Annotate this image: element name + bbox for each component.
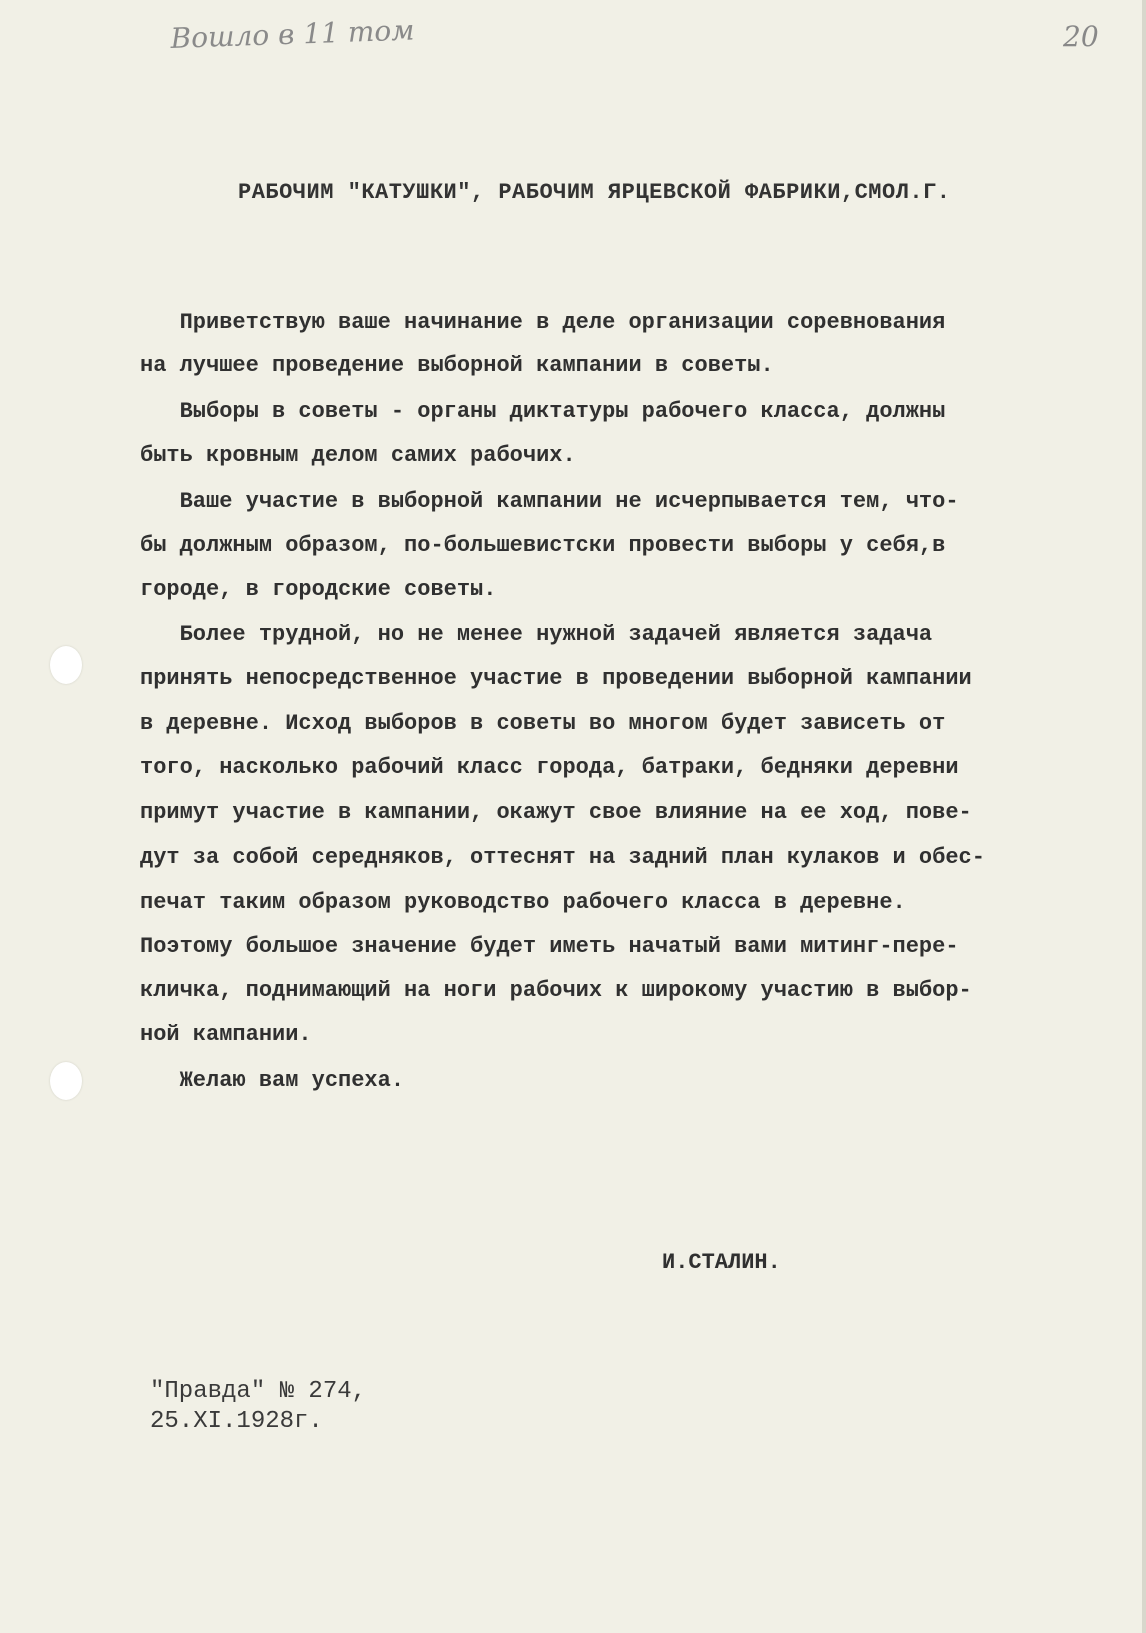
body-line: в деревне. Исход выборов в советы во многом будет зависеть от xyxy=(140,711,946,736)
body-line: бы должным образом, по-большевистски провести выборы у себя,в xyxy=(140,533,946,558)
body-line: Выборы в советы - органы диктатуры рабочего класса, должны xyxy=(140,399,946,424)
body-line: быть кровным делом самих рабочих. xyxy=(140,443,576,468)
body-line: печат таким образом руководство рабочего класса в деревне. xyxy=(140,890,906,915)
body-line: кличка, поднимающий на ноги рабочих к широкому участию в выбор- xyxy=(140,978,972,1003)
body-line: того, насколько рабочий класс города, батраки, бедняки деревни xyxy=(140,755,959,780)
document-heading: РАБОЧИМ "КАТУШКИ", РАБОЧИМ ЯРЦЕВСКОЙ ФАБРИКИ,СМОЛ.Г. xyxy=(238,180,951,205)
body-line: на лучшее проведение выборной кампании в советы. xyxy=(140,353,774,378)
body-line: примут участие в кампании, окажут свое влияние на ее ход, пове- xyxy=(140,800,972,825)
body-line: Желаю вам успеха. xyxy=(140,1068,405,1093)
body-line: городе, в городские советы. xyxy=(140,577,497,602)
source-date: 25.XI.1928г. xyxy=(150,1408,323,1435)
page-number: 20 xyxy=(1063,20,1099,53)
body-line: Более трудной, но не менее нужной задачей является задача xyxy=(140,622,933,647)
signature: И.СТАЛИН. xyxy=(662,1250,781,1275)
body-line: Поэтому большое значение будет иметь начатый вами митинг-пере- xyxy=(140,934,959,959)
body-line: Ваше участие в выборной кампании не исчерпывается тем, что- xyxy=(140,489,959,514)
page-edge xyxy=(1142,0,1146,1633)
punch-hole xyxy=(50,646,82,684)
body-line: Приветствую ваше начинание в деле организации соревнования xyxy=(140,310,946,335)
body-line: принять непосредственное участие в проведении выборной кампании xyxy=(140,666,972,691)
handwritten-note: Вошло в 11 том xyxy=(170,13,415,55)
punch-hole xyxy=(50,1062,82,1100)
body-line: ной кампании. xyxy=(140,1022,312,1047)
body-line: дут за собой середняков, оттеснят на задний план кулаков и обес- xyxy=(140,845,985,870)
source-citation: "Правда" № 274, xyxy=(150,1378,367,1405)
